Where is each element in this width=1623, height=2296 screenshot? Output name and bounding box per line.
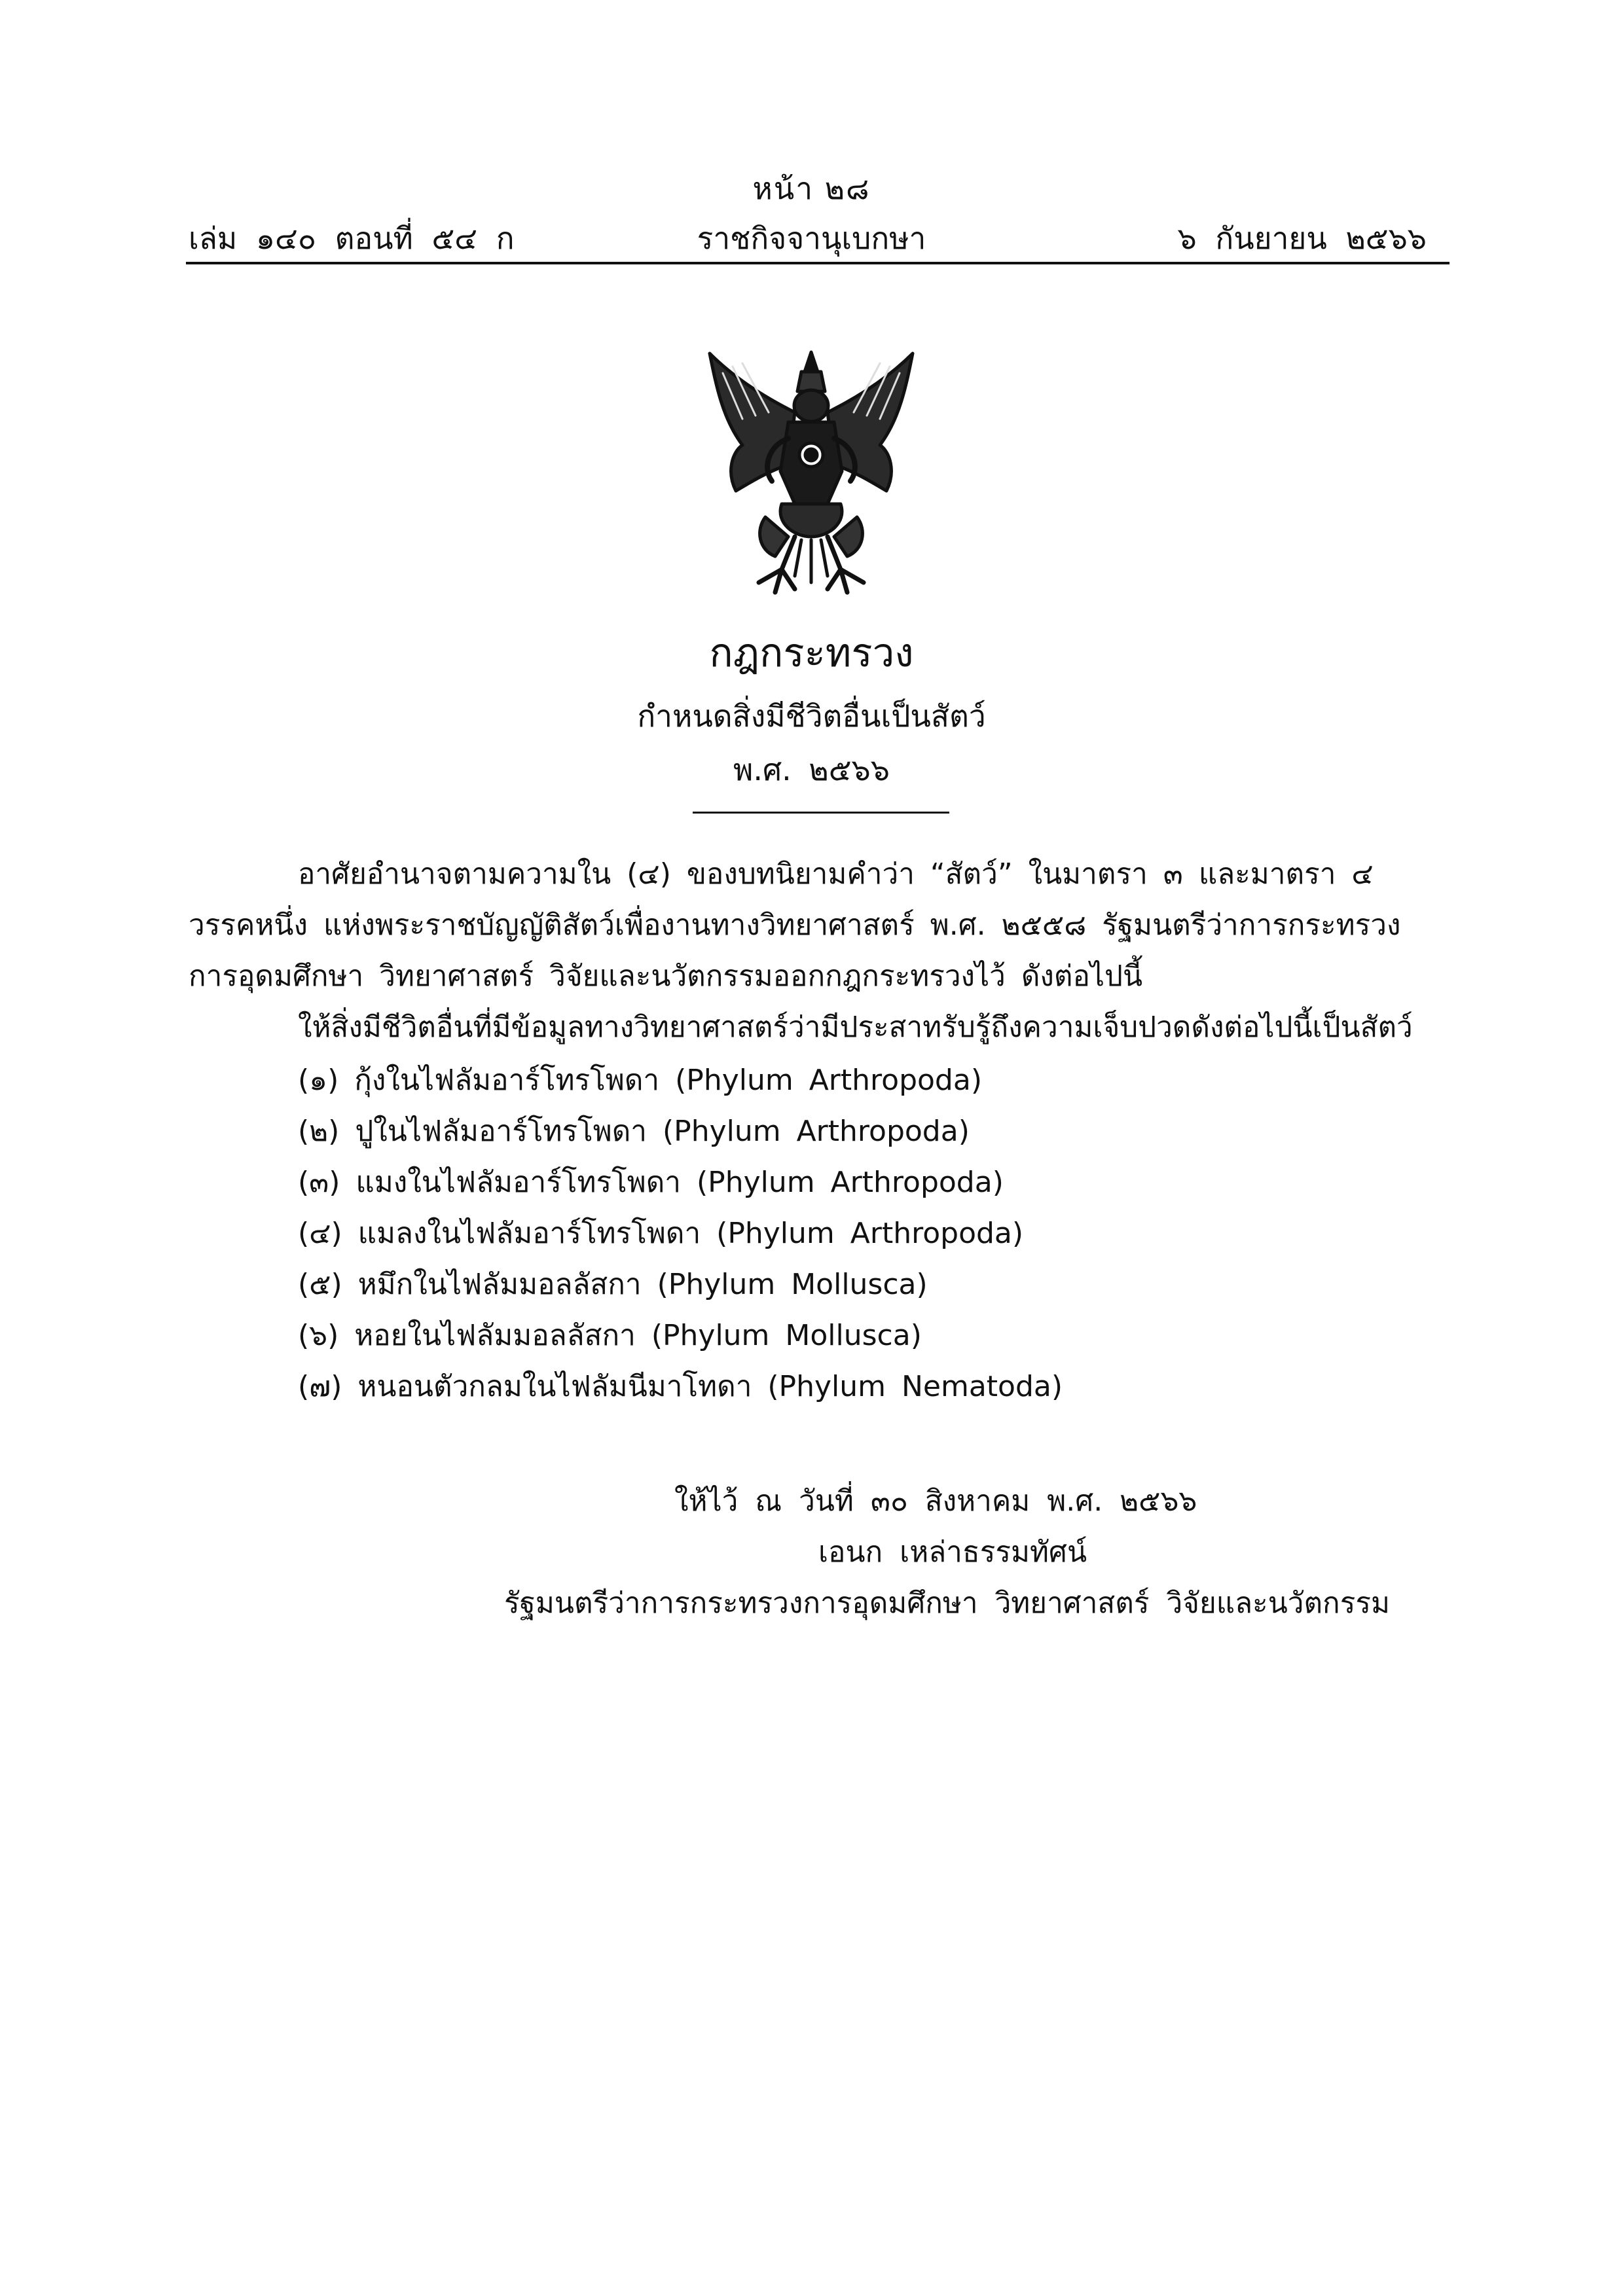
title-divider <box>693 812 949 814</box>
list-item: (๕) หมึกในไฟลัมมอลลัสกา (Phylum Mollusca) <box>298 1268 928 1301</box>
list-item: (๓) แมงในไฟลัมอาร์โทรโพดา (Phylum Arthropoda) <box>298 1166 1004 1199</box>
list-item: (๒) ปูในไฟลัมอาร์โทรโพดา (Phylum Arthropoda) <box>298 1115 970 1148</box>
list-item: (๔) แมลงในไฟลัมอาร์โทรโพดา (Phylum Arthropoda) <box>298 1217 1024 1250</box>
document-subtitle: กำหนดสิ่งมีชีวิตอื่นเป็นสัตว์ <box>637 698 986 734</box>
list-item: (๑) กุ้งในไฟลัมอาร์โทรโพดา (Phylum Arthropoda) <box>298 1064 982 1097</box>
page-number: หน้า ๒๘ <box>752 171 871 206</box>
preamble-line: การอุดมศึกษา วิทยาศาสตร์ วิจัยและนวัตกรรมออกกฎกระทรวงไว้ ดังต่อไปนี้ <box>189 960 1143 993</box>
document-title: กฎกระทรวง <box>709 630 914 676</box>
volume-issue: เล่ม ๑๔๐ ตอนที่ ๕๔ ก <box>189 221 515 256</box>
gazette-name: ราชกิจจานุเบกษา <box>697 221 926 256</box>
signatory-name: เอนก เหล่าธรรมทัศน์ <box>818 1535 1087 1569</box>
species-list <box>298 1055 1063 1412</box>
intro-paragraph: ให้สิ่งมีชีวิตอื่นที่มีข้อมูลทางวิทยาศาสตร์ว่ามีประสาทรับรู้ถึงความเจ็บปวดดังต่อไปนี้เป็นสัตว์ <box>298 1011 1413 1044</box>
header-divider <box>186 262 1450 264</box>
list-item: (๖) หอยในไฟลัมมอลลัสกา (Phylum Mollusca) <box>298 1319 922 1352</box>
document-year: พ.ศ. ๒๕๖๖ <box>733 752 890 787</box>
given-date: ให้ไว้ ณ วันที่ ๓๐ สิงหาคม พ.ศ. ๒๕๖๖ <box>674 1484 1197 1518</box>
preamble-line: วรรคหนึ่ง แห่งพระราชบัญญัติสัตว์เพื่องานทางวิทยาศาสตร์ พ.ศ. ๒๕๕๘ รัฐมนตรีว่าการกระทรวง <box>189 908 1401 942</box>
preamble-line: อาศัยอำนาจตามความใน (๔) ของบทนิยามคำว่า “สัตว์” ในมาตรา ๓ และมาตรา ๔ <box>298 857 1374 891</box>
publication-date: ๖ กันยายน ๒๕๖๖ <box>1177 221 1427 256</box>
list-item: (๗) หนอนตัวกลมในไฟลัมนีมาโทดา (Phylum Nematoda) <box>298 1370 1063 1403</box>
signatory-position: รัฐมนตรีว่าการกระทรวงการอุดมศึกษา วิทยาศาสตร์ วิจัยและนวัตกรรม <box>504 1587 1390 1620</box>
garuda-emblem-icon <box>697 340 926 602</box>
